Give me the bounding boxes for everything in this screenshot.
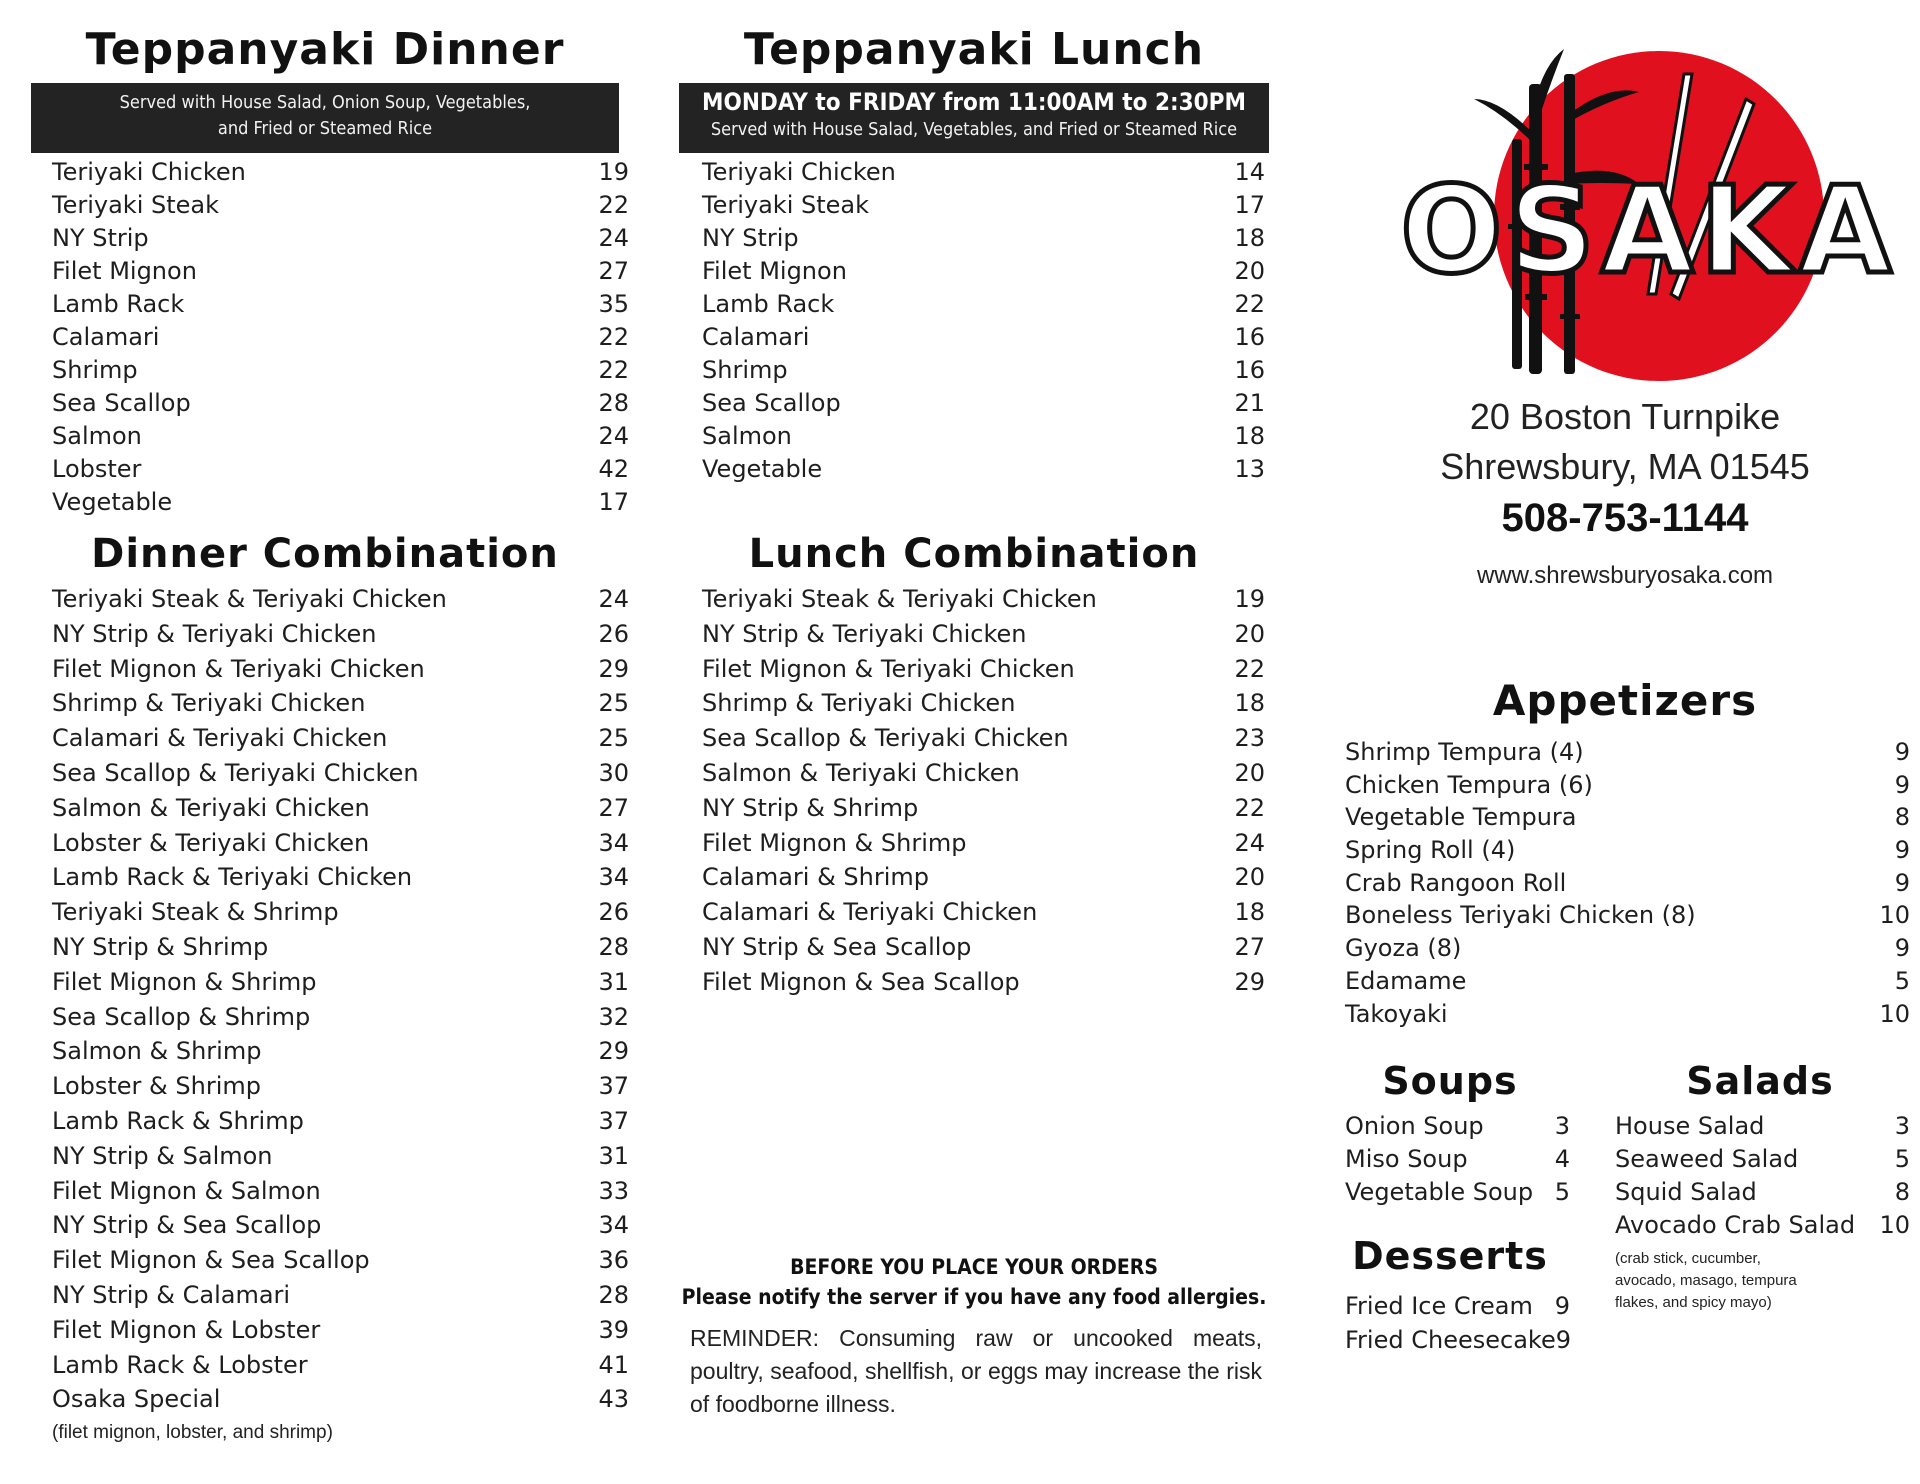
- menu-item: [1615, 1112, 1910, 1145]
- menu-item-price: 22: [1234, 654, 1265, 683]
- menu-item-name: Fried Cheesecake: [1345, 1326, 1556, 1354]
- menu-item: [52, 829, 629, 864]
- menu-item: [52, 1316, 629, 1351]
- menu-item-name: Edamame: [1345, 966, 1467, 995]
- dinner-title: Teppanyaki Dinner: [85, 24, 565, 75]
- menu-item-price: 20: [1234, 257, 1265, 285]
- menu-item-price: 9: [1554, 1292, 1570, 1320]
- menu-item: [1615, 1145, 1910, 1178]
- menu-item-price: 39: [598, 1315, 629, 1344]
- menu-item: [1345, 738, 1910, 771]
- menu-item-name: Lamb Rack & Lobster: [52, 1350, 308, 1379]
- menu-item: [1615, 1178, 1910, 1211]
- menu-item-name: Shrimp & Teriyaki Chicken: [52, 689, 366, 718]
- menu-item-name: Teriyaki Chicken: [52, 158, 246, 186]
- menu-item-price: 28: [598, 389, 629, 417]
- osaka-logo: [1394, 44, 1904, 384]
- menu-item-name: Salmon & Shrimp: [52, 1037, 262, 1066]
- menu-item: [702, 968, 1265, 1003]
- menu-item: [52, 455, 629, 488]
- salads-title: Salads: [1686, 1059, 1834, 1103]
- menu-item-name: Salmon: [52, 422, 142, 450]
- menu-item-name: NY Strip & Sea Scallop: [52, 1211, 322, 1240]
- menu-item: [1345, 771, 1910, 804]
- menu-item-price: 19: [598, 158, 629, 186]
- menu-item-price: 8: [1894, 803, 1910, 832]
- menu-item-name: Filet Mignon & Teriyaki Chicken: [52, 654, 425, 683]
- menu-item: [1615, 1211, 1910, 1244]
- menu-item-name: Teriyaki Steak: [702, 191, 870, 219]
- menu-item-name: NY Strip & Calamari: [52, 1280, 291, 1309]
- menu-item: [702, 898, 1265, 933]
- menu-item-name: Osaka Special: [52, 1385, 221, 1414]
- menu-item-name: Vegetable Tempura: [1345, 803, 1577, 832]
- menu-item-name: Salmon & Teriyaki Chicken: [52, 793, 370, 822]
- menu-item: [702, 356, 1265, 389]
- menu-item: [1345, 967, 1910, 1000]
- menu-item-name: Filet Mignon & Shrimp: [702, 828, 967, 857]
- menu-item-price: 19: [1234, 585, 1265, 613]
- address-line1: 20 Boston Turnpike: [1469, 396, 1781, 437]
- menu-item-name: Sea Scallop & Teriyaki Chicken: [702, 724, 1069, 753]
- menu-item-price: 22: [598, 356, 629, 384]
- menu-item-name: Vegetable: [52, 488, 173, 516]
- menu-item-price: 20: [1234, 758, 1265, 787]
- menu-item-price: 14: [1234, 158, 1265, 186]
- menu-item-price: 25: [598, 724, 629, 753]
- menu-item-price: 24: [598, 422, 629, 450]
- menu-item-price: 36: [598, 1246, 629, 1275]
- menu-item-name: NY Strip & Teriyaki Chicken: [52, 619, 377, 648]
- menu-item: [52, 422, 629, 455]
- menu-item: [52, 898, 629, 933]
- menu-item: [52, 1037, 629, 1072]
- menu-item-name: Squid Salad: [1615, 1178, 1757, 1206]
- menu-item-name: Miso Soup: [1345, 1145, 1468, 1173]
- lunch-combo-list: [702, 585, 1265, 1003]
- menu-item-price: 30: [598, 758, 629, 787]
- menu-item-name: Lamb Rack: [52, 290, 185, 318]
- menu-item-name: Teriyaki Steak & Shrimp: [52, 898, 339, 927]
- menu-item: [702, 655, 1265, 690]
- allergy-notice: [679, 1252, 1269, 1312]
- menu-item-name: Filet Mignon & Teriyaki Chicken: [702, 654, 1075, 683]
- menu-item-price: 27: [1234, 932, 1265, 961]
- menu-item-price: 43: [598, 1385, 629, 1414]
- menu-item: [702, 389, 1265, 422]
- menu-item: [52, 1072, 629, 1107]
- menu-item-name: Lobster: [52, 455, 142, 483]
- menu-item-price: 17: [1234, 191, 1265, 219]
- menu-item-name: Calamari & Teriyaki Chicken: [52, 724, 388, 753]
- menu-item-price: 24: [1234, 828, 1265, 857]
- menu-item-price: 22: [1234, 793, 1265, 822]
- menu-item: [1345, 1000, 1910, 1033]
- menu-item: [52, 488, 629, 521]
- menu-item-name: Vegetable Soup: [1345, 1178, 1534, 1206]
- menu-item-name: Teriyaki Steak & Teriyaki Chicken: [702, 585, 1097, 613]
- menu-item: [52, 1246, 629, 1281]
- allergy-heading: BEFORE YOU PLACE YOUR ORDERS: [790, 1255, 1158, 1279]
- menu-item: [52, 158, 629, 191]
- menu-item: [1345, 1112, 1570, 1145]
- menu-item: [702, 257, 1265, 290]
- menu-item: [702, 794, 1265, 829]
- menu-item-price: 32: [598, 1002, 629, 1031]
- menu-item: [52, 1177, 629, 1212]
- menu-item-name: Shrimp Tempura (4): [1345, 738, 1584, 766]
- menu-item-name: Avocado Crab Salad: [1615, 1211, 1856, 1239]
- menu-item-name: Shrimp & Teriyaki Chicken: [702, 689, 1016, 718]
- dinner-combo-title: Dinner Combination: [91, 531, 559, 577]
- menu-item-price: 9: [1894, 770, 1910, 799]
- menu-item: [52, 794, 629, 829]
- menu-item-name: Lobster & Shrimp: [52, 1072, 261, 1101]
- soups-title: Soups: [1382, 1059, 1518, 1103]
- menu-item-price: 34: [598, 828, 629, 857]
- menu-item: [702, 158, 1265, 191]
- menu-item-name: Lamb Rack: [702, 290, 835, 318]
- menu-item-price: 13: [1234, 455, 1265, 483]
- menu-item-name: Filet Mignon & Sea Scallop: [702, 967, 1020, 996]
- menu-item-price: 31: [598, 1141, 629, 1170]
- menu-item: [702, 863, 1265, 898]
- salads-list: [1615, 1112, 1910, 1244]
- lunch-combo-title: Lunch Combination: [748, 531, 1200, 577]
- menu-item: [702, 455, 1265, 488]
- menu-item: [52, 1107, 629, 1142]
- lunch-title: Teppanyaki Lunch: [743, 24, 1205, 75]
- menu-item-name: Boneless Teriyaki Chicken (8): [1345, 901, 1696, 930]
- menu-item-price: 25: [598, 689, 629, 718]
- menu-item-name: Gyoza (8): [1345, 934, 1462, 963]
- menu-item-price: 34: [598, 863, 629, 892]
- menu-item: [52, 1385, 629, 1420]
- menu-item-price: 9: [1555, 1326, 1571, 1354]
- menu-item-price: 20: [1234, 863, 1265, 892]
- menu-item: [52, 620, 629, 655]
- menu-item-name: Shrimp: [702, 356, 788, 384]
- menu-item: [702, 620, 1265, 655]
- address-line2: Shrewsbury, MA 01545: [1440, 446, 1810, 487]
- menu-item-name: Filet Mignon & Lobster: [52, 1315, 321, 1344]
- menu-item: [1345, 836, 1910, 869]
- dinner-list: [52, 158, 629, 521]
- menu-item-name: Lobster & Teriyaki Chicken: [52, 828, 370, 857]
- menu-item-name: Filet Mignon & Sea Scallop: [52, 1246, 370, 1275]
- menu-item: [52, 1211, 629, 1246]
- menu-item-price: 26: [598, 898, 629, 927]
- lunch-hours: MONDAY to FRIDAY from 11:00AM to 2:30PM: [702, 88, 1246, 116]
- menu-item-name: Fried Ice Cream: [1345, 1292, 1533, 1320]
- menu-item-price: 9: [1894, 868, 1910, 897]
- menu-item: [52, 191, 629, 224]
- menu-item-name: Filet Mignon & Shrimp: [52, 967, 317, 996]
- allergy-subheading: Please notify the server if you have any food allergies.: [681, 1285, 1267, 1309]
- menu-item-name: Sea Scallop & Teriyaki Chicken: [52, 758, 419, 787]
- menu-item: [52, 933, 629, 968]
- menu-item: [702, 585, 1265, 620]
- menu-item: [702, 689, 1265, 724]
- menu-item: [52, 1351, 629, 1386]
- menu-item-name: Teriyaki Steak & Teriyaki Chicken: [52, 585, 447, 613]
- menu-item: [52, 1142, 629, 1177]
- menu-item-price: 10: [1879, 1211, 1910, 1239]
- menu-item-name: Sea Scallop: [52, 389, 191, 417]
- menu-item: [702, 290, 1265, 323]
- lunch-banner: [679, 83, 1269, 153]
- menu-item: [1345, 1326, 1570, 1360]
- menu-item: [1345, 1178, 1570, 1211]
- menu-item: [52, 1003, 629, 1038]
- dinner-banner-line2: and Fried or Steamed Rice: [217, 118, 433, 139]
- menu-item-name: Vegetable: [702, 455, 823, 483]
- phone-number[interactable]: 508-753-1144: [1501, 496, 1749, 540]
- menu-item: [52, 759, 629, 794]
- menu-item-price: 33: [598, 1176, 629, 1205]
- menu-item-price: 41: [598, 1350, 629, 1379]
- menu-item: [52, 585, 629, 620]
- menu-item-name: Shrimp: [52, 356, 138, 384]
- menu-item: [1345, 934, 1910, 967]
- desserts-list: [1345, 1292, 1570, 1360]
- desserts-title: Desserts: [1352, 1234, 1548, 1278]
- menu-item-name: Lamb Rack & Shrimp: [52, 1106, 304, 1135]
- menu-item-price: 9: [1894, 836, 1910, 865]
- appetizers-list: [1345, 738, 1910, 1032]
- menu-item-name: Takoyaki: [1345, 999, 1448, 1028]
- menu-item-name: Salmon & Teriyaki Chicken: [702, 758, 1020, 787]
- menu-item-price: 42: [598, 455, 629, 483]
- menu-item-name: NY Strip & Sea Scallop: [702, 932, 972, 961]
- menu-item-name: Crab Rangoon Roll: [1345, 868, 1567, 897]
- menu-item-price: 27: [598, 257, 629, 285]
- menu-item-name: Sea Scallop & Shrimp: [52, 1002, 311, 1031]
- menu-item-price: 5: [1894, 1145, 1910, 1173]
- menu-item-price: 4: [1554, 1145, 1570, 1173]
- menu-item-price: 29: [598, 654, 629, 683]
- menu-item-price: 3: [1894, 1112, 1910, 1140]
- menu-item-price: 24: [598, 224, 629, 252]
- menu-item: [702, 759, 1265, 794]
- menu-item: [52, 863, 629, 898]
- menu-item-name: NY Strip & Shrimp: [702, 793, 919, 822]
- menu-item: [52, 724, 629, 759]
- dinner-banner-line1: Served with House Salad, Onion Soup, Vegetables,: [119, 92, 531, 113]
- menu-item-name: Filet Mignon & Salmon: [52, 1176, 321, 1205]
- menu-item: [52, 655, 629, 690]
- menu-item-price: 37: [598, 1106, 629, 1135]
- menu-item-price: 18: [1234, 689, 1265, 718]
- menu-item-name: Calamari: [702, 323, 810, 351]
- menu-item: [1345, 1145, 1570, 1178]
- menu-item-price: 17: [598, 488, 629, 516]
- menu-item: [52, 689, 629, 724]
- menu-item-price: 18: [1234, 224, 1265, 252]
- menu-item-price: 22: [598, 323, 629, 351]
- lunch-banner-line2: Served with House Salad, Vegetables, and Fried or Steamed Rice: [710, 119, 1238, 140]
- menu-item-name: Onion Soup: [1345, 1112, 1484, 1140]
- avocado-crab-salad-note: (crab stick, cucumber, avocado, masago, tempura flakes, and spicy mayo): [1615, 1250, 1797, 1311]
- menu-item-name: Calamari & Shrimp: [702, 863, 930, 892]
- menu-item-price: 23: [1234, 724, 1265, 753]
- logo-wordmark: OSAKA: [1400, 162, 1898, 301]
- menu-item-name: Filet Mignon: [702, 257, 847, 285]
- menu-item-price: 26: [598, 619, 629, 648]
- menu-item: [702, 224, 1265, 257]
- dinner-banner: [31, 83, 619, 153]
- menu-item-price: 27: [598, 793, 629, 822]
- menu-item-price: 18: [1234, 422, 1265, 450]
- menu-item-price: 28: [598, 932, 629, 961]
- menu-item-price: 18: [1234, 898, 1265, 927]
- menu-item: [52, 1281, 629, 1316]
- menu-item-name: Sea Scallop: [702, 389, 841, 417]
- menu-item: [52, 323, 629, 356]
- menu-item-price: 20: [1234, 619, 1265, 648]
- menu-item-name: Spring Roll (4): [1345, 836, 1516, 865]
- menu-item-price: 29: [1234, 967, 1265, 996]
- menu-item-name: NY Strip & Teriyaki Chicken: [702, 619, 1027, 648]
- menu-item-price: 5: [1554, 1178, 1570, 1206]
- osaka-special-note: (filet mignon, lobster, and shrimp): [52, 1422, 333, 1443]
- menu-item-price: 8: [1894, 1178, 1910, 1206]
- menu-item: [1345, 869, 1910, 902]
- menu-item-name: NY Strip: [702, 224, 799, 252]
- menu-item-price: 9: [1894, 738, 1910, 766]
- menu-item: [52, 389, 629, 422]
- menu-item-price: 10: [1879, 999, 1910, 1028]
- appetizers-title: Appetizers: [1492, 676, 1758, 725]
- menu-item: [52, 224, 629, 257]
- menu-item-price: 21: [1234, 389, 1265, 417]
- menu-item-price: 35: [598, 290, 629, 318]
- address: [1330, 392, 1920, 492]
- menu-item: [52, 257, 629, 290]
- menu-item-price: 22: [598, 191, 629, 219]
- food-reminder: REMINDER: Consuming raw or uncooked meats, poultry, seafood, shellfish, or eggs may increase the risk of foodborne illness.: [690, 1325, 1262, 1417]
- menu-item: [702, 191, 1265, 224]
- menu-item-name: Teriyaki Steak: [52, 191, 220, 219]
- menu-item-price: 37: [598, 1072, 629, 1101]
- menu-item-name: Teriyaki Chicken: [702, 158, 896, 186]
- menu-item-price: 16: [1234, 323, 1265, 351]
- menu-item: [52, 290, 629, 323]
- menu-item: [702, 724, 1265, 759]
- soups-list: [1345, 1112, 1570, 1211]
- menu-item-price: 5: [1894, 966, 1910, 995]
- dinner-combo-list: [52, 585, 629, 1420]
- menu-item-price: 24: [598, 585, 629, 613]
- menu-item-name: Salmon: [702, 422, 792, 450]
- menu-item: [52, 968, 629, 1003]
- menu-item-name: NY Strip & Shrimp: [52, 932, 269, 961]
- menu-item: [1345, 803, 1910, 836]
- menu-item-name: House Salad: [1615, 1112, 1765, 1140]
- menu-item-name: Chicken Tempura (6): [1345, 770, 1593, 799]
- menu-item-price: 29: [598, 1037, 629, 1066]
- menu-item: [702, 829, 1265, 864]
- menu-item: [702, 422, 1265, 455]
- menu-item-name: Seaweed Salad: [1615, 1145, 1799, 1173]
- menu-item-name: Calamari: [52, 323, 160, 351]
- menu-item-name: Lamb Rack & Teriyaki Chicken: [52, 863, 413, 892]
- menu-item: [1345, 1292, 1570, 1326]
- menu-item-price: 3: [1554, 1112, 1570, 1140]
- menu-item: [1345, 901, 1910, 934]
- menu-item: [52, 356, 629, 389]
- menu-item-price: 28: [598, 1280, 629, 1309]
- menu-item-name: Filet Mignon: [52, 257, 197, 285]
- menu-item: [702, 323, 1265, 356]
- menu-item-price: 34: [598, 1211, 629, 1240]
- menu-item-name: Calamari & Teriyaki Chicken: [702, 898, 1038, 927]
- menu-item-price: 10: [1879, 901, 1910, 930]
- website-link[interactable]: www.shrewsburyosaka.com: [1476, 562, 1774, 589]
- menu-item-name: NY Strip: [52, 224, 149, 252]
- menu-item-price: 31: [598, 967, 629, 996]
- menu-item-price: 22: [1234, 290, 1265, 318]
- menu-item-price: 16: [1234, 356, 1265, 384]
- lunch-list: [702, 158, 1265, 488]
- menu-item-price: 9: [1894, 934, 1910, 963]
- menu-item-name: NY Strip & Salmon: [52, 1141, 273, 1170]
- menu-item: [702, 933, 1265, 968]
